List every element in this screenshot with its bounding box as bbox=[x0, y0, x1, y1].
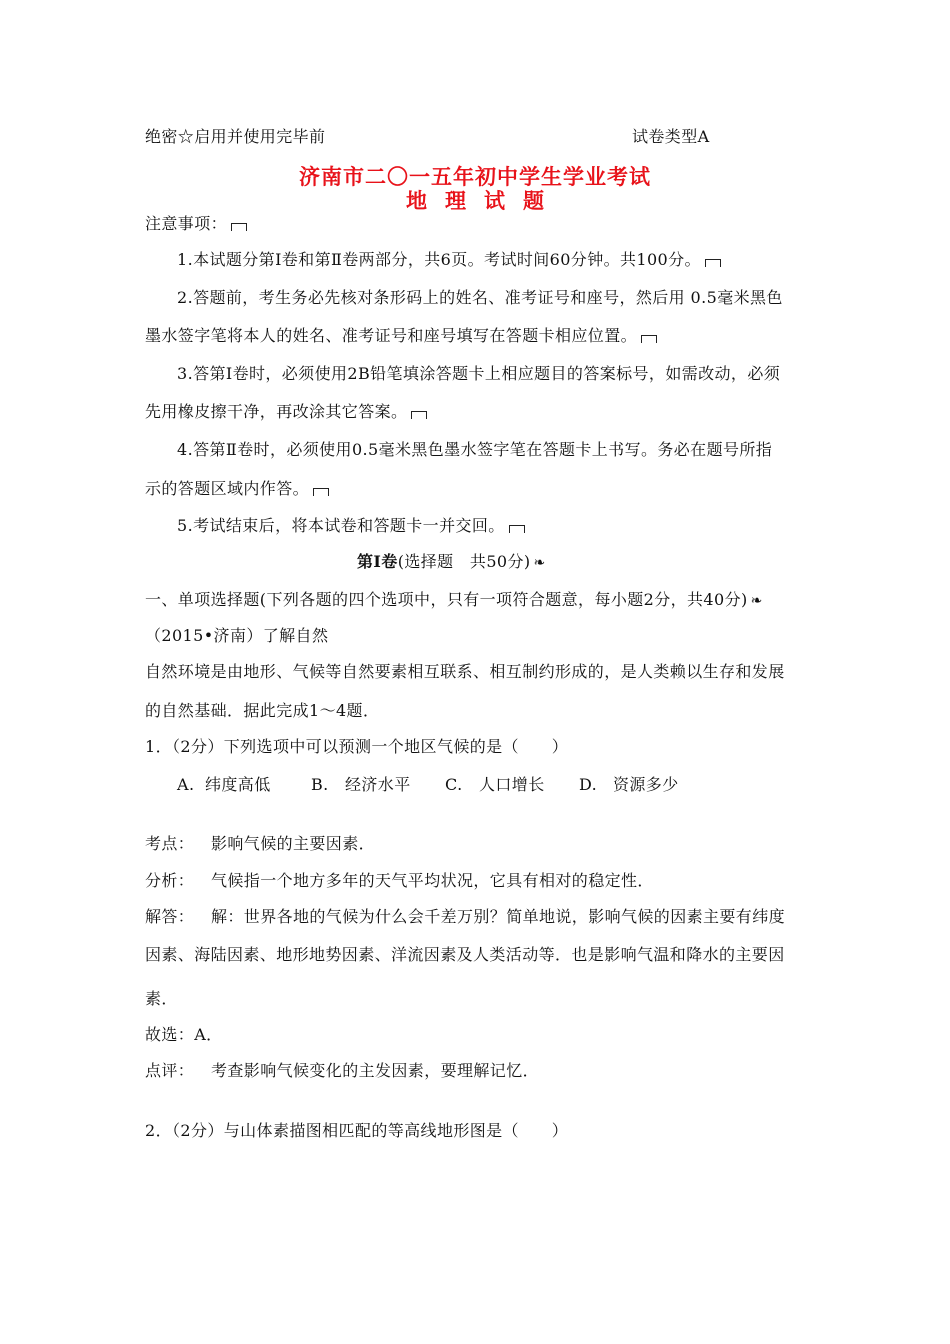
note-item-2-line2 bbox=[145, 326, 657, 346]
section-mark-icon: ❧ bbox=[533, 555, 546, 571]
notes-heading-text: 注意事项： bbox=[145, 214, 228, 233]
jieda-row bbox=[145, 907, 785, 927]
option-c-key: C. bbox=[445, 775, 463, 794]
option-a-key: A. bbox=[177, 775, 195, 794]
dianping-row bbox=[145, 1061, 539, 1081]
note-item-5-text: 5.考试结束后，将本试卷和答题卡一并交回。 bbox=[177, 516, 505, 535]
fenxi-text: 气候指一个地方多年的天气平均状况，它具有相对的稳定性． bbox=[211, 871, 654, 890]
secrecy-label: 绝密☆启用并使用完毕前 bbox=[145, 127, 326, 146]
fenxi-label: 分析： bbox=[145, 871, 195, 890]
option-b-text: 经济水平 bbox=[345, 775, 411, 794]
question-2-stem: 2．（2分）与山体素描图相匹配的等高线地形图是（ ） bbox=[145, 1121, 569, 1140]
question-1-options bbox=[177, 775, 679, 795]
option-d-text: 资源多少 bbox=[613, 775, 679, 794]
section-1-title bbox=[357, 552, 546, 573]
jieda-line-3: 素． bbox=[145, 989, 178, 1008]
note-item-5 bbox=[177, 516, 525, 536]
option-d-key: D. bbox=[579, 775, 598, 794]
paragraph-mark-icon bbox=[313, 488, 329, 496]
kaodian-label: 考点： bbox=[145, 834, 195, 853]
section-mark-icon: ❧ bbox=[750, 593, 763, 609]
part-1-heading bbox=[145, 590, 763, 611]
jieda-line-2: 因素、海陆因素、地形地势因素、洋流因素及人类活动等．也是影响气温和降水的主要因 bbox=[145, 945, 785, 964]
jieda-text-1: 解：世界各地的气候为什么会千差万别？简单地说，影响气候的因素主要有纬度 bbox=[211, 907, 786, 926]
note-item-4-text: 示的答题区域内作答。 bbox=[145, 479, 310, 498]
paragraph-mark-icon bbox=[231, 223, 247, 231]
option-a-text: 纬度高低 bbox=[205, 775, 271, 794]
paragraph-mark-icon bbox=[509, 525, 525, 533]
intro-line-1: 自然环境是由地形、气候等自然要素相互联系、相互制约形成的，是人类赖以生存和发展 bbox=[145, 662, 785, 681]
kaodian-text: 影响气候的主要因素． bbox=[211, 834, 376, 853]
note-item-3-line2 bbox=[145, 402, 427, 422]
question-source: （2015•济南）了解自然 bbox=[145, 626, 329, 645]
note-item-4-line2 bbox=[145, 479, 329, 499]
option-c-text: 人口增长 bbox=[479, 775, 545, 794]
dianping-label: 点评： bbox=[145, 1061, 195, 1080]
intro-line-2: 的自然基础．据此完成1～4题． bbox=[145, 701, 380, 720]
fenxi-row bbox=[145, 871, 654, 891]
exam-title: 济南市二〇一五年初中学生学业考试 bbox=[299, 164, 651, 189]
question-1-stem: 1．（2分）下列选项中可以预测一个地区气候的是（ ） bbox=[145, 737, 569, 756]
note-item-3-line1: 3.答第Ⅰ卷时，必须使用2B铅笔填涂答题卡上相应题目的答案标号，如需改动，必须 bbox=[177, 364, 781, 383]
section-1-title-rest: (选择题 共50分) bbox=[397, 552, 531, 571]
option-b-key: B. bbox=[311, 775, 329, 794]
notes-heading bbox=[145, 214, 247, 234]
answer-line: 故选：A． bbox=[145, 1025, 223, 1044]
paragraph-mark-icon bbox=[411, 411, 427, 419]
subject-title: 地理试题 bbox=[406, 188, 562, 213]
part-1-heading-text: 一、单项选择题(下列各题的四个选项中，只有一项符合题意，每小题2分，共40分) bbox=[145, 590, 748, 609]
section-1-title-bold: 第Ⅰ卷 bbox=[357, 552, 398, 571]
note-item-2-line1: 2.答题前，考生务必先核对条形码上的姓名、准考证号和座号，然后用 0.5毫米黑色 bbox=[177, 288, 783, 307]
paragraph-mark-icon bbox=[705, 259, 721, 267]
note-item-1 bbox=[177, 250, 721, 270]
jieda-label: 解答： bbox=[145, 907, 195, 926]
dianping-text: 考查影响气候变化的主发因素，要理解记忆． bbox=[211, 1061, 540, 1080]
note-item-2-text: 墨水签字笔将本人的姓名、准考证号和座号填写在答题卡相应位置。 bbox=[145, 326, 638, 345]
paper-type-label: 试卷类型A bbox=[632, 127, 710, 146]
note-item-3-text: 先用橡皮擦干净，再改涂其它答案。 bbox=[145, 402, 408, 421]
note-item-4-line1: 4.答第Ⅱ卷时，必须使用0.5毫米黑色墨水签字笔在答题卡上书写。务必在题号所指 bbox=[177, 440, 773, 459]
note-item-1-text: 1.本试题分第Ⅰ卷和第Ⅱ卷两部分，共6页。考试时间60分钟。共100分。 bbox=[177, 250, 701, 269]
kaodian-row bbox=[145, 834, 375, 854]
paragraph-mark-icon bbox=[641, 335, 657, 343]
